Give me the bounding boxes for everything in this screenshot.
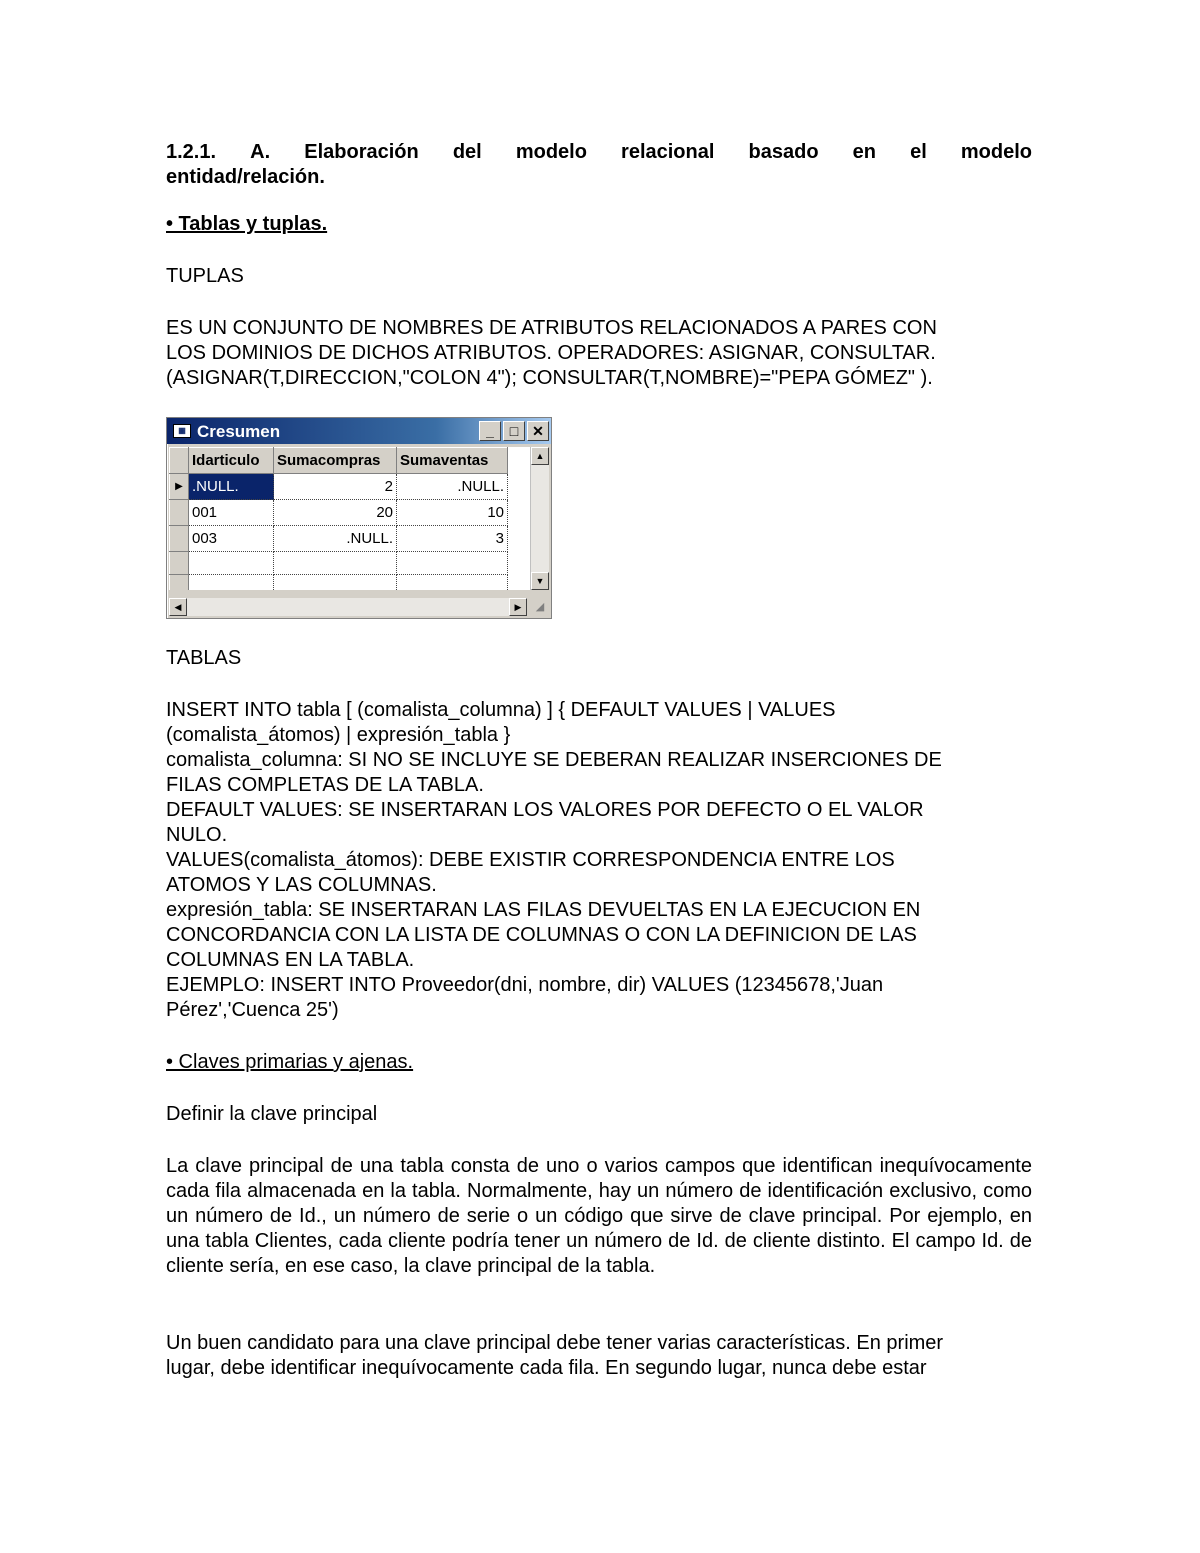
tablas-text [166, 698, 1032, 1023]
scroll-up-icon[interactable]: ▲ [531, 447, 549, 465]
table-cell[interactable]: .NULL. [274, 526, 397, 552]
text-line: NULO. [166, 824, 228, 846]
heading-word: del [452, 141, 482, 163]
minimize-icon[interactable]: _ [479, 421, 501, 441]
text-line: Pérez','Cuenca 25') [166, 999, 339, 1021]
heading-word: A. [250, 141, 271, 163]
heading-word: modelo [960, 141, 1032, 163]
text-line: CONCORDANCIA CON LA LISTA DE COLUMNAS O CON LA DEFINICION DE LAS [166, 924, 917, 946]
heading-word: en [852, 141, 876, 163]
text-line: EJEMPLO: INSERT INTO Proveedor(dni, nombre, dir) VALUES (12345678,'Juan [166, 974, 884, 996]
table-cell[interactable]: 20 [274, 500, 397, 526]
corner-cell[interactable] [170, 448, 189, 474]
text-line: (comalista_átomos) | expresión_tabla } [166, 724, 511, 746]
text-line: VALUES(comalista_átomos): DEBE EXISTIR CORRESPONDENCIA ENTRE LOS [166, 849, 895, 871]
table-cell[interactable]: 003 [189, 526, 274, 552]
table-row[interactable] [170, 500, 508, 526]
horizontal-scrollbar[interactable] [169, 598, 527, 616]
text-line: FILAS COMPLETAS DE LA TABLA. [166, 774, 484, 796]
datasheet-grid[interactable] [169, 447, 547, 590]
window-title: Cresumen [197, 421, 281, 441]
text-line: ES UN CONJUNTO DE NOMBRES DE ATRIBUTOS RELACIONADOS A PARES CON [166, 317, 937, 339]
record-selector[interactable] [170, 575, 189, 591]
table-row[interactable] [170, 526, 508, 552]
text-line: DEFAULT VALUES: SE INSERTARAN LOS VALORES POR DEFECTO O EL VALOR [166, 799, 924, 821]
text-line: comalista_columna: SI NO SE INCLUYE SE DEBERAN REALIZAR INSERCIONES DE [166, 749, 942, 771]
document-body [166, 140, 1032, 1381]
window-titlebar[interactable] [167, 418, 551, 444]
table-cell[interactable]: 10 [397, 500, 508, 526]
heading-line-1 [166, 140, 1032, 165]
record-selector[interactable] [170, 500, 189, 526]
text-line: LOS DOMINIOS DE DICHOS ATRIBUTOS. OPERADORES: ASIGNAR, CONSULTAR. [166, 342, 936, 364]
datasheet-table [169, 447, 508, 590]
tuplas-text [166, 316, 1032, 391]
maximize-icon[interactable]: □ [503, 421, 525, 441]
table-cell[interactable]: .NULL. [189, 474, 274, 500]
table-cell[interactable]: .NULL. [397, 474, 508, 500]
resize-grip-icon[interactable]: ◢ [531, 598, 549, 616]
record-selector[interactable] [170, 526, 189, 552]
paragraph-candidato [166, 1331, 1032, 1381]
cresumen-window[interactable] [166, 417, 552, 619]
table-cell[interactable]: 3 [397, 526, 508, 552]
subsection-title-tablas-tuplas: • Tablas y tuplas. [166, 213, 328, 235]
column-header[interactable]: Sumaventas [397, 448, 508, 474]
table-row-empty[interactable] [170, 575, 508, 591]
scroll-left-icon[interactable]: ◀ [169, 598, 187, 616]
tablas-label: TABLAS [166, 647, 242, 669]
close-icon[interactable]: ✕ [527, 421, 549, 441]
text-line: expresión_tabla: SE INSERTARAN LAS FILAS DEVUELTAS EN LA EJECUCION EN [166, 899, 921, 921]
table-row-empty[interactable] [170, 552, 508, 575]
text-line: ATOMOS Y LAS COLUMNAS. [166, 874, 437, 896]
tuplas-label: TUPLAS [166, 265, 244, 287]
column-header[interactable]: Sumacompras [274, 448, 397, 474]
text-line: lugar, debe identificar inequívocamente cada fila. En segundo lugar, nunca debe estar [166, 1357, 927, 1379]
table-cell[interactable]: 001 [189, 500, 274, 526]
text-line: Un buen candidato para una clave principal debe tener varias características. En primer [166, 1332, 944, 1354]
text-line: (ASIGNAR(T,DIRECCION,"COLON 4"); CONSULTAR(T,NOMBRE)="PEPA GÓMEZ" ). [166, 367, 933, 389]
vertical-scrollbar[interactable] [530, 447, 549, 590]
subsection-title-claves: • Claves primarias y ajenas. [166, 1051, 414, 1073]
section-heading [166, 140, 1032, 190]
record-selector-current-icon[interactable]: ▶ [170, 474, 189, 500]
table-icon: ▦ [173, 424, 191, 438]
table-row[interactable] [170, 474, 508, 500]
heading-line-2: entidad/relación. [166, 166, 325, 188]
record-selector[interactable] [170, 552, 189, 575]
paragraph-clave-principal: La clave principal de una tabla consta de uno o varios campos que identifican inequívocamente cada fila almacenada en la tabla. Normalmente, hay un número de identificación exclusivo, como un número de Id., un número de serie o un código que sirve de clave principal. Por ejemplo, en una tabla Clientes, cada cliente podría tener un número de Id. de cliente distinto. El campo Id. de cliente sería, en ese caso, la clave principal de la tabla. [166, 1155, 1032, 1277]
table-cell[interactable]: 2 [274, 474, 397, 500]
heading-word: basado [748, 141, 819, 163]
heading-word: el [910, 141, 927, 163]
heading-word: Elaboración [304, 141, 419, 163]
scroll-down-icon[interactable]: ▼ [531, 572, 549, 590]
heading-word: 1.2.1. [166, 141, 217, 163]
definir-label: Definir la clave principal [166, 1103, 378, 1125]
column-header[interactable]: Idarticulo [189, 448, 274, 474]
scroll-right-icon[interactable]: ▶ [509, 598, 527, 616]
heading-word: relacional [621, 141, 715, 163]
heading-word: modelo [515, 141, 587, 163]
text-line: INSERT INTO tabla [ (comalista_columna) ] { DEFAULT VALUES | VALUES [166, 699, 836, 721]
text-line: COLUMNAS EN LA TABLA. [166, 949, 415, 971]
